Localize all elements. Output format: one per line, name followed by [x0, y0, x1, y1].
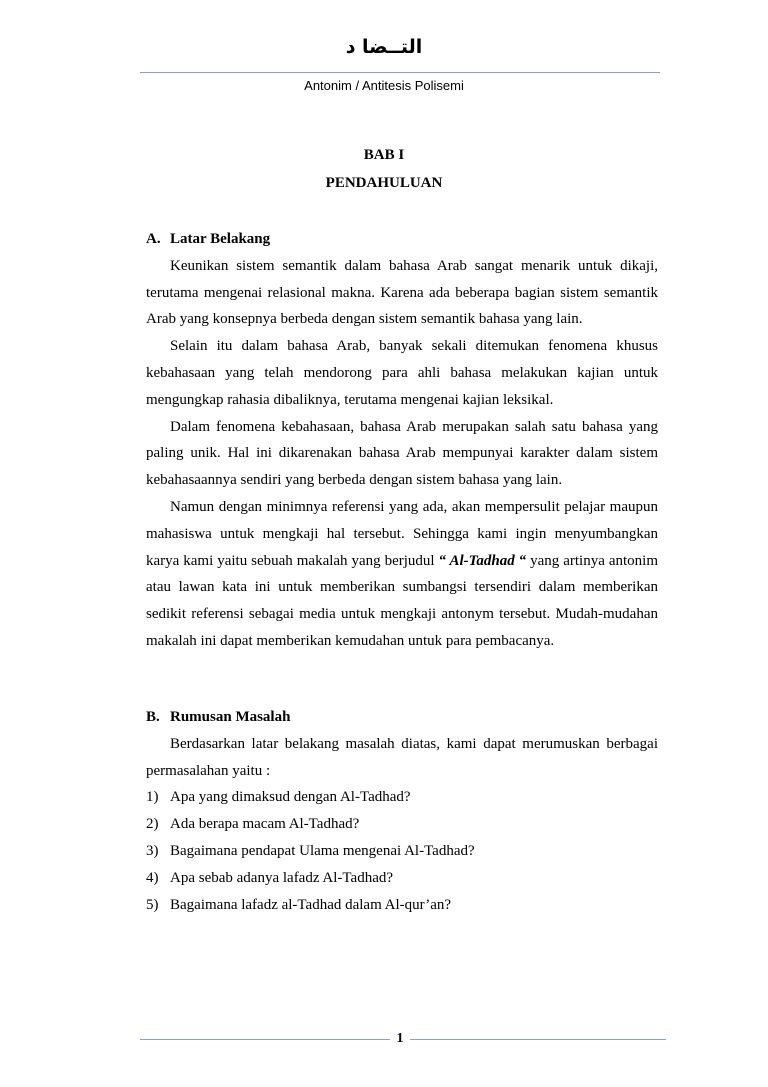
section-a-title: Latar Belakang: [170, 231, 271, 247]
chapter-number: BAB I: [363, 147, 405, 163]
footer-divider-right: [410, 1039, 666, 1040]
research-questions-list: [146, 784, 658, 918]
section-a-heading: [146, 226, 658, 253]
paragraph-4-text-before: Namun dengan minimnya referensi yang ada, akan mempersulit pelajar maupun mahasiswa untuk mengkaji hal tersebut. Sehingga kami ingin menyumbangkan karya kami yaitu sebuah makalah yang berjudul: [146, 498, 658, 569]
paper-title-emphasis: “ Al-Tadhad “: [438, 552, 527, 569]
list-item-number: 2): [146, 816, 159, 833]
header-subtitle: Antonim / Antitesis Polisemi: [304, 78, 464, 93]
list-item: [146, 865, 658, 892]
paragraph-3: Dalam fenomena kebahasaan, bahasa Arab merupakan salah satu bahasa yang paling unik. Hal ini dikarenakan bahasa Arab mempunyai karakter dalam sistem kebahasaannya sendiri yang berbeda dengan sistem bahasa yang lain.: [146, 418, 658, 489]
section-b-label: B.: [146, 709, 160, 725]
list-item-text: Ada berapa macam Al-Tadhad?: [170, 816, 360, 833]
section-rumusan-masalah: [146, 704, 658, 918]
section-a-label: A.: [146, 231, 161, 247]
header-divider: [140, 72, 660, 73]
list-item-number: 3): [146, 842, 159, 859]
paragraph-4: [146, 494, 658, 655]
list-item: [146, 811, 658, 838]
paragraph-4-text-after: yang artinya antonim atau lawan kata ini untuk memberikan sumbangsi tersendiri dalam memberikan sedikit referensi sebagai media untuk mengkaji antonym tersebut. Mudah-mudahan makalah ini dapat memberikan kemudahan untuk para pembacanya.: [146, 552, 658, 649]
list-item-number: 1): [146, 789, 159, 806]
list-item: [146, 838, 658, 865]
page-number: 1: [396, 1031, 404, 1046]
paragraph-2: Selain itu dalam bahasa Arab, banyak sekali ditemukan fenomena khusus kebahasaan yang telah mendorong para ahli bahasa melakukan kajian untuk mengungkap rahasia dibaliknya, terutama mengenai kajian leksikal.: [146, 338, 658, 408]
list-item-text: Bagaimana lafadz al-Tadhad dalam Al-qur’an?: [170, 896, 452, 913]
list-item-number: 5): [146, 896, 159, 913]
list-item-text: Apa sebab adanya lafadz Al-Tadhad?: [170, 869, 394, 886]
paragraph-1: Keunikan sistem semantik dalam bahasa Arab sangat menarik untuk dikaji, terutama mengenai relasional makna. Karena ada beberapa bagian sistem semantik Arab yang konsepnya berbeda dengan sistem semantik bahasa yang lain.: [146, 257, 658, 328]
section-latar-belakang: [146, 226, 658, 655]
list-item-text: Bagaimana pendapat Ulama mengenai Al-Tadhad?: [170, 842, 475, 859]
list-item: [146, 784, 658, 811]
section-b-title: Rumusan Masalah: [170, 709, 291, 725]
list-item: [146, 892, 658, 919]
list-item-text: Apa yang dimaksud dengan Al-Tadhad?: [170, 789, 411, 806]
section-b-heading: [146, 704, 658, 731]
section-b-intro: Berdasarkan latar belakang masalah diatas, kami dapat merumuskan berbagai permasalahan yaitu :: [146, 735, 658, 779]
header-arabic-title: التــضا د: [345, 36, 423, 58]
chapter-title: PENDAHULUAN: [325, 175, 443, 191]
list-item-number: 4): [146, 869, 159, 886]
footer-divider-left: [140, 1039, 390, 1040]
